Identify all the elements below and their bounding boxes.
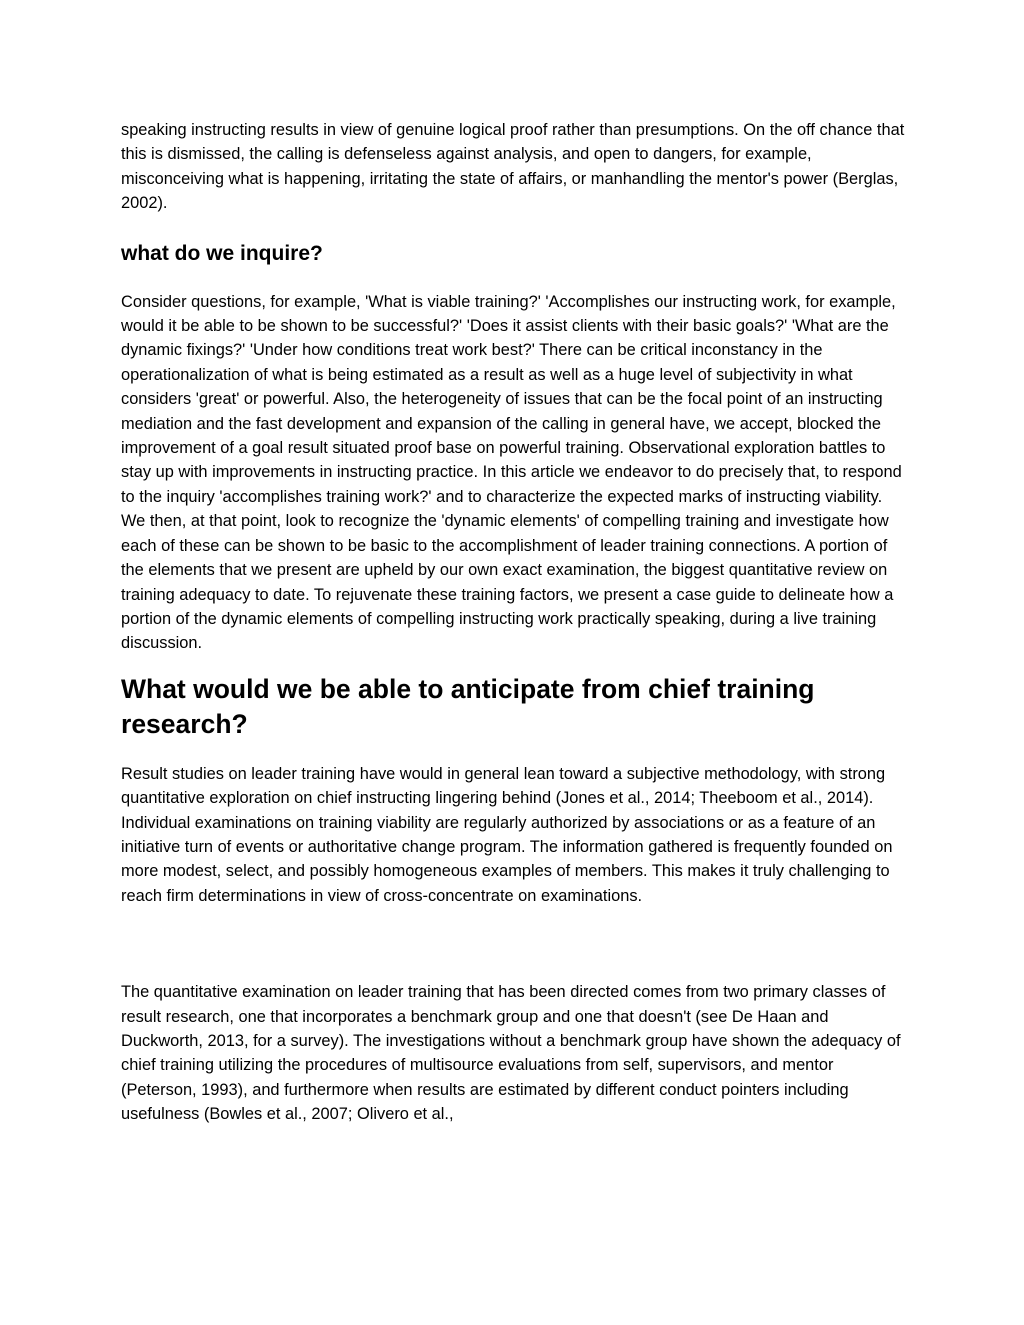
document-page <box>121 118 911 1127</box>
paragraph-quantitative: The quantitative examination on leader training that has been directed comes from two primary classes of result research, one that incorporates a benchmark group and one that doesn't (see De Haan and Duckworth, 2013, for a survey). The investigations without a benchmark group have shown the adequacy of chief training utilizing the procedures of multisource evaluations from self, supervisors, and mentor (Peterson, 1993), and furthermore when results are estimated by different conduct pointers including usefulness (Bowles et al., 2007; Olivero et al., <box>121 983 901 1124</box>
heading-anticipate-research: What would we be able to anticipate from chief training research? <box>121 673 815 739</box>
paragraph-inquire: Consider questions, for example, 'What is viable training?' 'Accomplishes our instructing work, for example, would it be able to be shown to be successful?' 'Does it assist clients with their basic goals?' 'What are the dynamic fixings?' 'Under how conditions treat work best?' There can be critical inconstancy in the operationalization of what is being estimated as a result as well as a huge level of subjectivity in what considers 'great' or powerful. Also, the heterogeneity of issues that can be the focal point of an instructing mediation and the fast development and expansion of the calling in general have, we accept, blocked the improvement of a goal result situated proof base on powerful training. Observational exploration battles to stay up with improvements in instructing practice. In this article we endeavor to do precisely that, to respond to the inquiry 'accomplishes training work?' and to characterize the expected marks of instructing viability. We then, at that point, look to recognize the 'dynamic elements' of compelling training and investigate how each of these can be shown to be basic to the accomplishment of leader training connections. A portion of the elements that we present are upheld by our own exact examination, the biggest quantitative review on training adequacy to date. To rejuvenate these training factors, we present a case guide to delineate how a portion of the dynamic elements of compelling instructing work practically speaking, during a live training discussion. <box>121 292 902 653</box>
paragraph-anticipate: Result studies on leader training have would in general lean toward a subjective methodology, with strong quantitative exploration on chief instructing lingering behind (Jones et al., 2014; Theeboom et al., 2014). Individual examinations on training viability are regularly authorized by associations or as a feature of an initiative turn of events or authoritative change program. The information gathered is frequently founded on more modest, select, and possibly homogeneous examples of members. This makes it truly challenging to reach firm determinations in view of cross-concentrate on examinations. <box>121 764 893 905</box>
blank-line-spacer <box>121 908 911 980</box>
heading-what-do-we-inquire: what do we inquire? <box>121 241 323 265</box>
paragraph-intro: speaking instructing results in view of genuine logical proof rather than presumptions. On the off chance that this is dismissed, the calling is defenseless against analysis, and open to dangers, for example, misconceiving what is happening, irritating the state of affairs, or manhandling the mentor's power (Berglas, 2002). <box>121 121 905 213</box>
